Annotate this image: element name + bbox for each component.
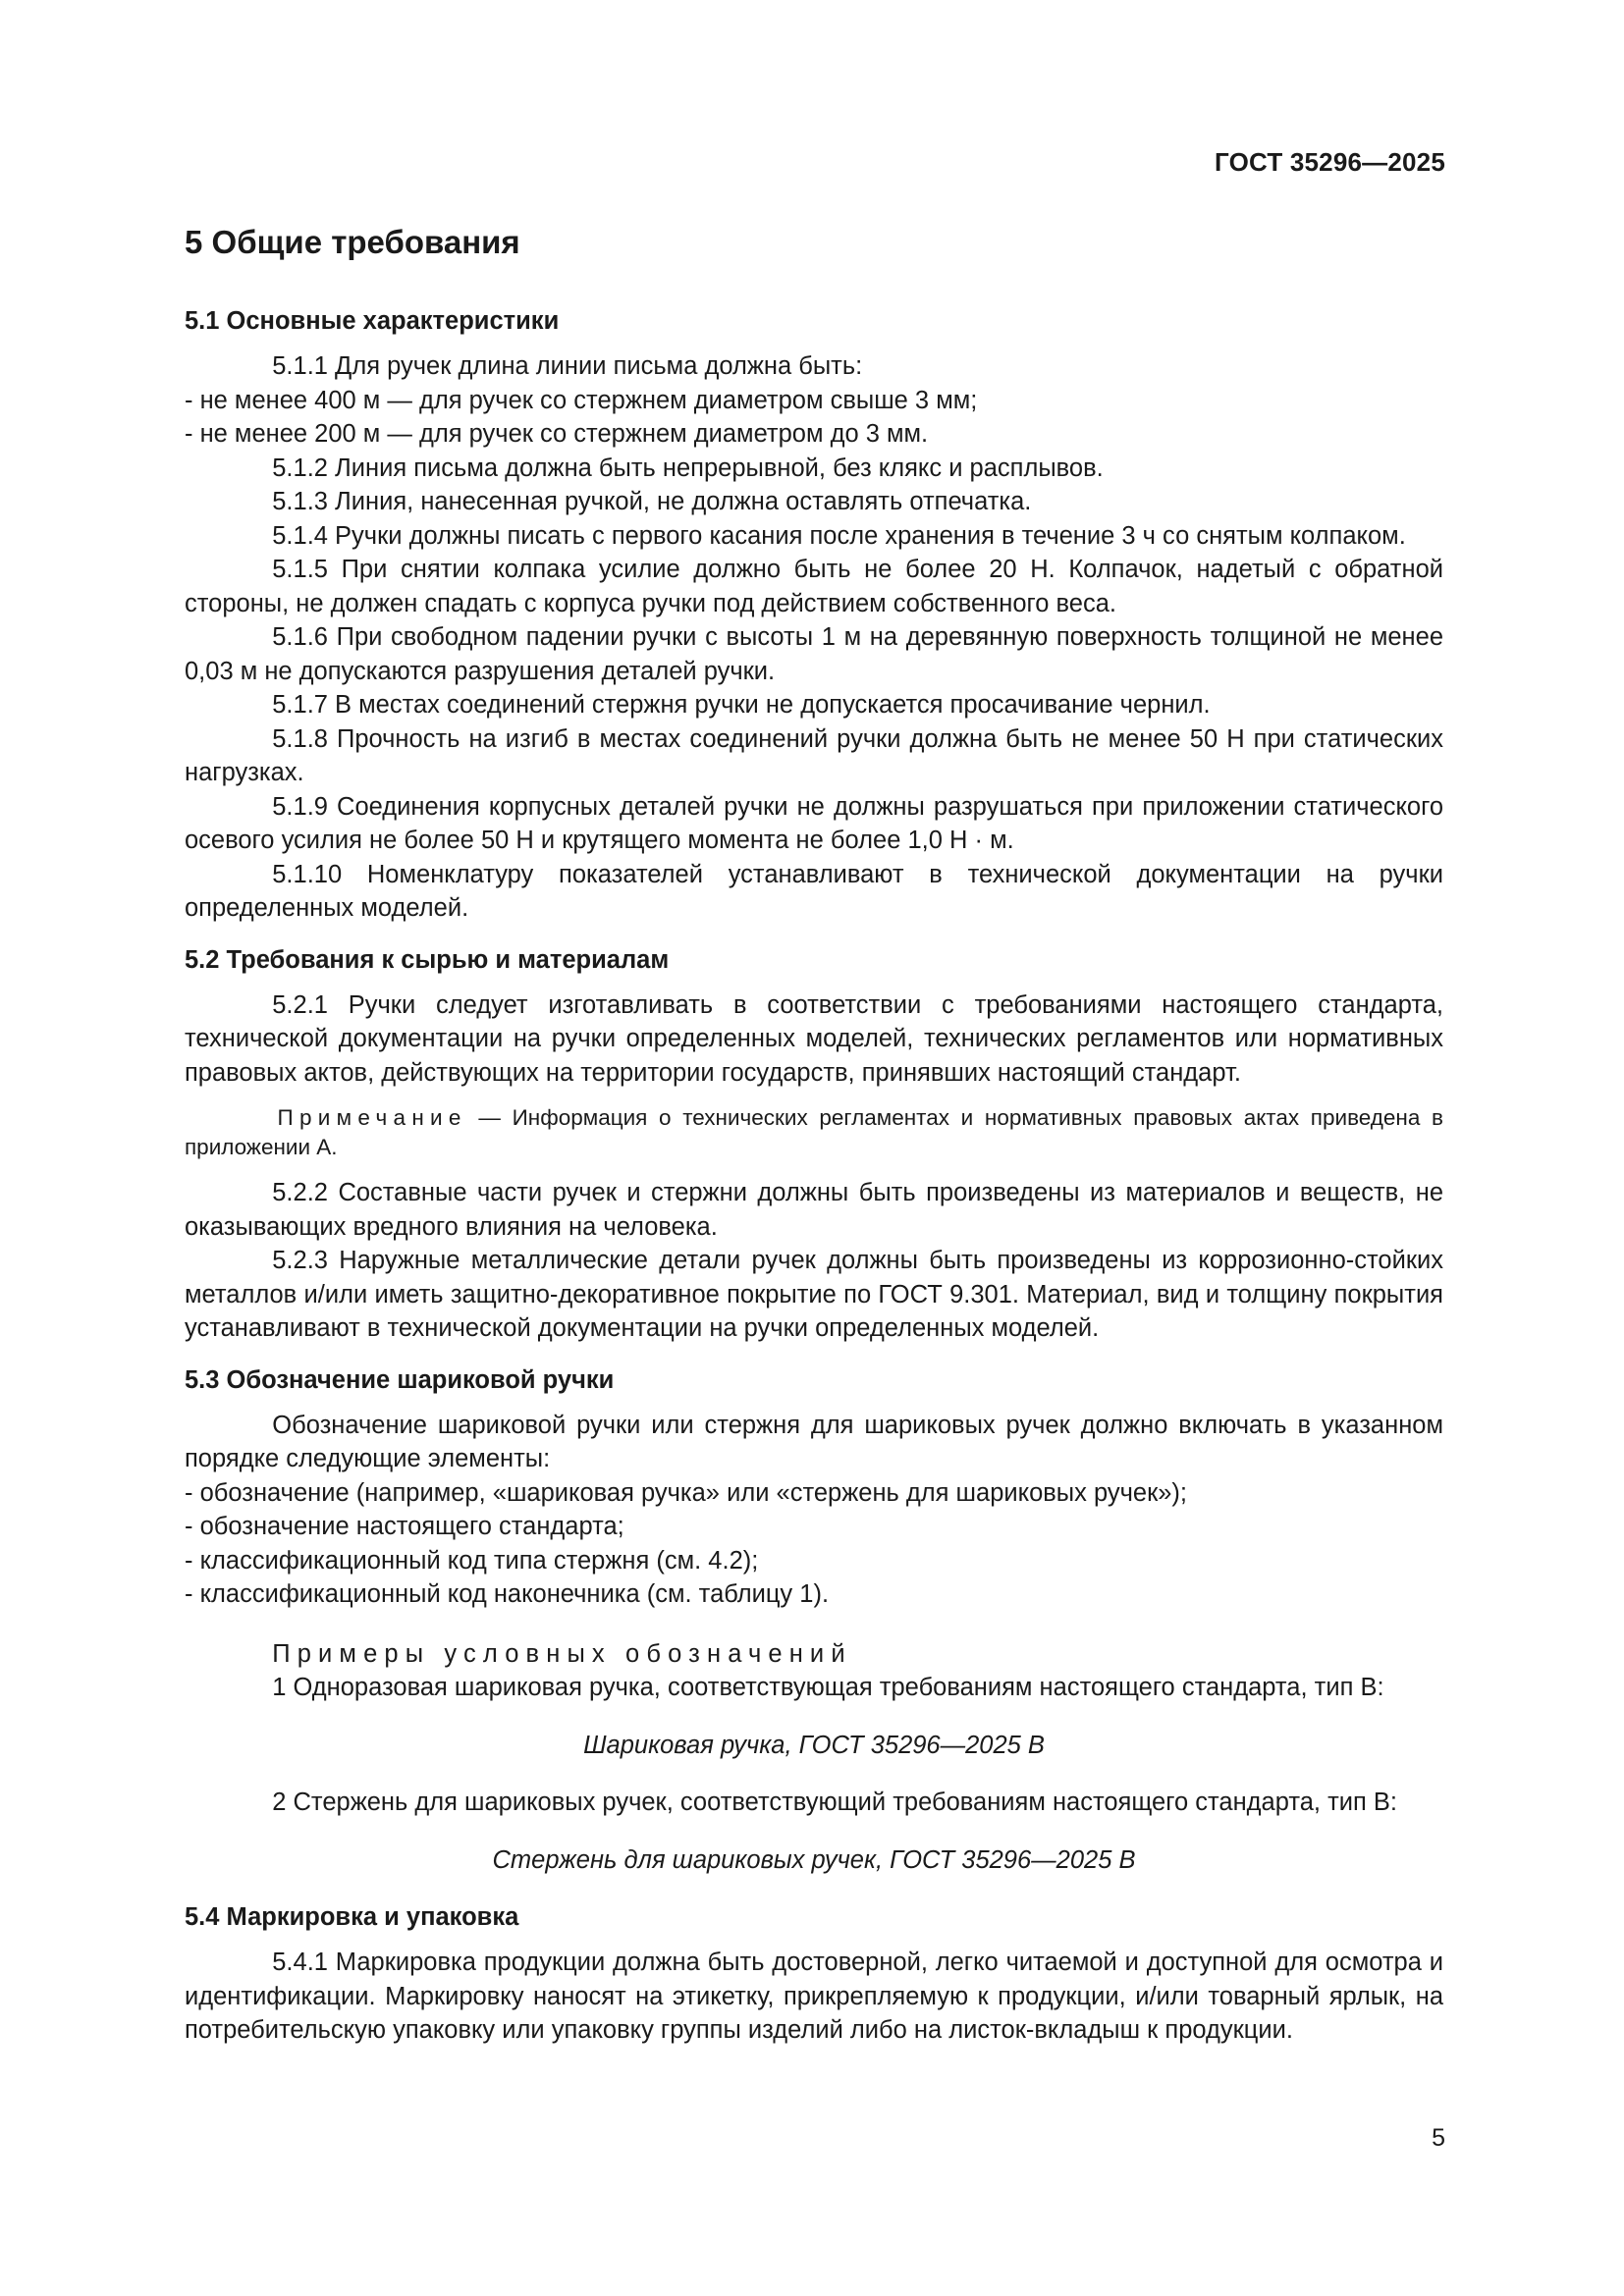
page-number: 5: [1432, 2124, 1445, 2152]
paragraph-5-1-6: 5.1.6 При свободном падении ручки с высоты 1 м на деревянную поверхность толщиной не менее 0,03 м не допускаются разрушения деталей ручки.: [185, 623, 1443, 685]
example-2-designation: Стержень для шариковых ручек, ГОСТ 35296—2025 В: [492, 1845, 1136, 1874]
paragraph-5-1-8: 5.1.8 Прочность на изгиб в местах соединений ручки должна быть не менее 50 Н при статических нагрузках.: [185, 724, 1443, 786]
paragraph-5-2-2: 5.2.2 Составные части ручек и стержни должны быть произведены из материалов и веществ, не оказывающих вредного влияния на человека.: [185, 1179, 1443, 1241]
list-item: - классификационный код типа стержня (см. 4.2);: [185, 1546, 759, 1575]
list-item: - обозначение настоящего стандарта;: [185, 1513, 624, 1540]
paragraph-5-1-9: 5.1.9 Соединения корпусных деталей ручки не должны разрушаться при приложении статического осевого усилия не более 50 Н и крутящего момента не более 1,0 Н · м.: [185, 792, 1443, 854]
subsection-title-5-4: 5.4 Маркировка и упаковка: [185, 1903, 519, 1931]
paragraph-5-2-1: 5.2.1 Ручки следует изготавливать в соответствии с требованиями настоящего стандарта, технической документации на ручки определенных моделей, технических регламентов или нормативных правовых актов, действующих на территории государств, принявших настоящий стандарт.: [185, 990, 1443, 1087]
document-header: ГОСТ 35296—2025: [1215, 147, 1445, 177]
document-body: [185, 222, 1443, 2048]
example-1-designation: Шариковая ручка, ГОСТ 35296—2025 В: [583, 1731, 1045, 1759]
paragraph-5-1-4: 5.1.4 Ручки должны писать с первого касания после хранения в течение 3 ч со снятым колпаком.: [272, 521, 1406, 550]
subsection-title-5-2: 5.2 Требования к сырью и материалам: [185, 945, 670, 974]
list-item: - не менее 400 м — для ручек со стержнем диаметром свыше 3 мм;: [185, 386, 978, 414]
list-item: - обозначение (например, «шариковая ручка» или «стержень для шариковых ручек»);: [185, 1478, 1187, 1507]
examples-heading: Примеры условных обозначений: [272, 1639, 852, 1668]
paragraph-5-4-1: 5.4.1 Маркировка продукции должна быть достоверной, легко читаемой и доступной для осмотра и идентификации. Маркировку наносят на этикетку, прикрепляемую к продукции, и/или товарный ярлык, на потребительскую упаковку или упаковку группы изделий либо на листок-вкладыш к продукции.: [185, 1949, 1443, 2044]
note-text: — Информация о технических регламентах и нормативных правовых актах приведена в приложении А.: [185, 1105, 1443, 1159]
paragraph-5-1-10: 5.1.10 Номенклатуру показателей устанавливают в технической документации на ручки определенных моделей.: [185, 860, 1443, 922]
paragraph-5-2-3: 5.2.3 Наружные металлические детали ручек должны быть произведены из коррозионно-стойких металлов и/или иметь защитно-декоративное покрытие по ГОСТ 9.301. Материал, вид и толщину покрытия устанавливают в технической документации на ручки определенных моделей.: [185, 1247, 1443, 1342]
example-1: 1 Одноразовая шариковая ручка, соответствующая требованиям настоящего стандарта, тип В:: [272, 1674, 1384, 1701]
paragraph-5-1-5: 5.1.5 При снятии колпака усилие должно быть не более 20 Н. Колпачок, надетый с обратной стороны, не должен спадать с корпуса ручки под действием собственного веса.: [185, 556, 1443, 617]
subsection-title-5-1: 5.1 Основные характеристики: [185, 307, 560, 335]
paragraph-5-1-1: 5.1.1 Для ручек длина линии письма должна быть:: [272, 352, 863, 380]
list-item: - не менее 200 м — для ручек со стержнем диаметром до 3 мм.: [185, 420, 929, 448]
paragraph-5-1-2: 5.1.2 Линия письма должна быть непрерывной, без клякс и расплывов.: [272, 454, 1104, 482]
note-label: Примечание: [277, 1105, 467, 1130]
note: [185, 1103, 1443, 1162]
paragraph-5-3-intro: Обозначение шариковой ручки или стержня для шариковых ручек должно включать в указанном порядке следующие элементы:: [185, 1411, 1443, 1472]
list-item: - классификационный код наконечника (см. таблицу 1).: [185, 1580, 830, 1608]
section-title: 5 Общие требования: [185, 224, 520, 260]
paragraph-5-1-3: 5.1.3 Линия, нанесенная ручкой, не должна оставлять отпечатка.: [272, 488, 1032, 515]
subsection-title-5-3: 5.3 Обозначение шариковой ручки: [185, 1365, 615, 1394]
example-2: 2 Стержень для шариковых ручек, соответствующий требованиям настоящего стандарта, тип В:: [272, 1789, 1397, 1816]
paragraph-5-1-7: 5.1.7 В местах соединений стержня ручки не допускается просачивание чернил.: [272, 691, 1211, 719]
